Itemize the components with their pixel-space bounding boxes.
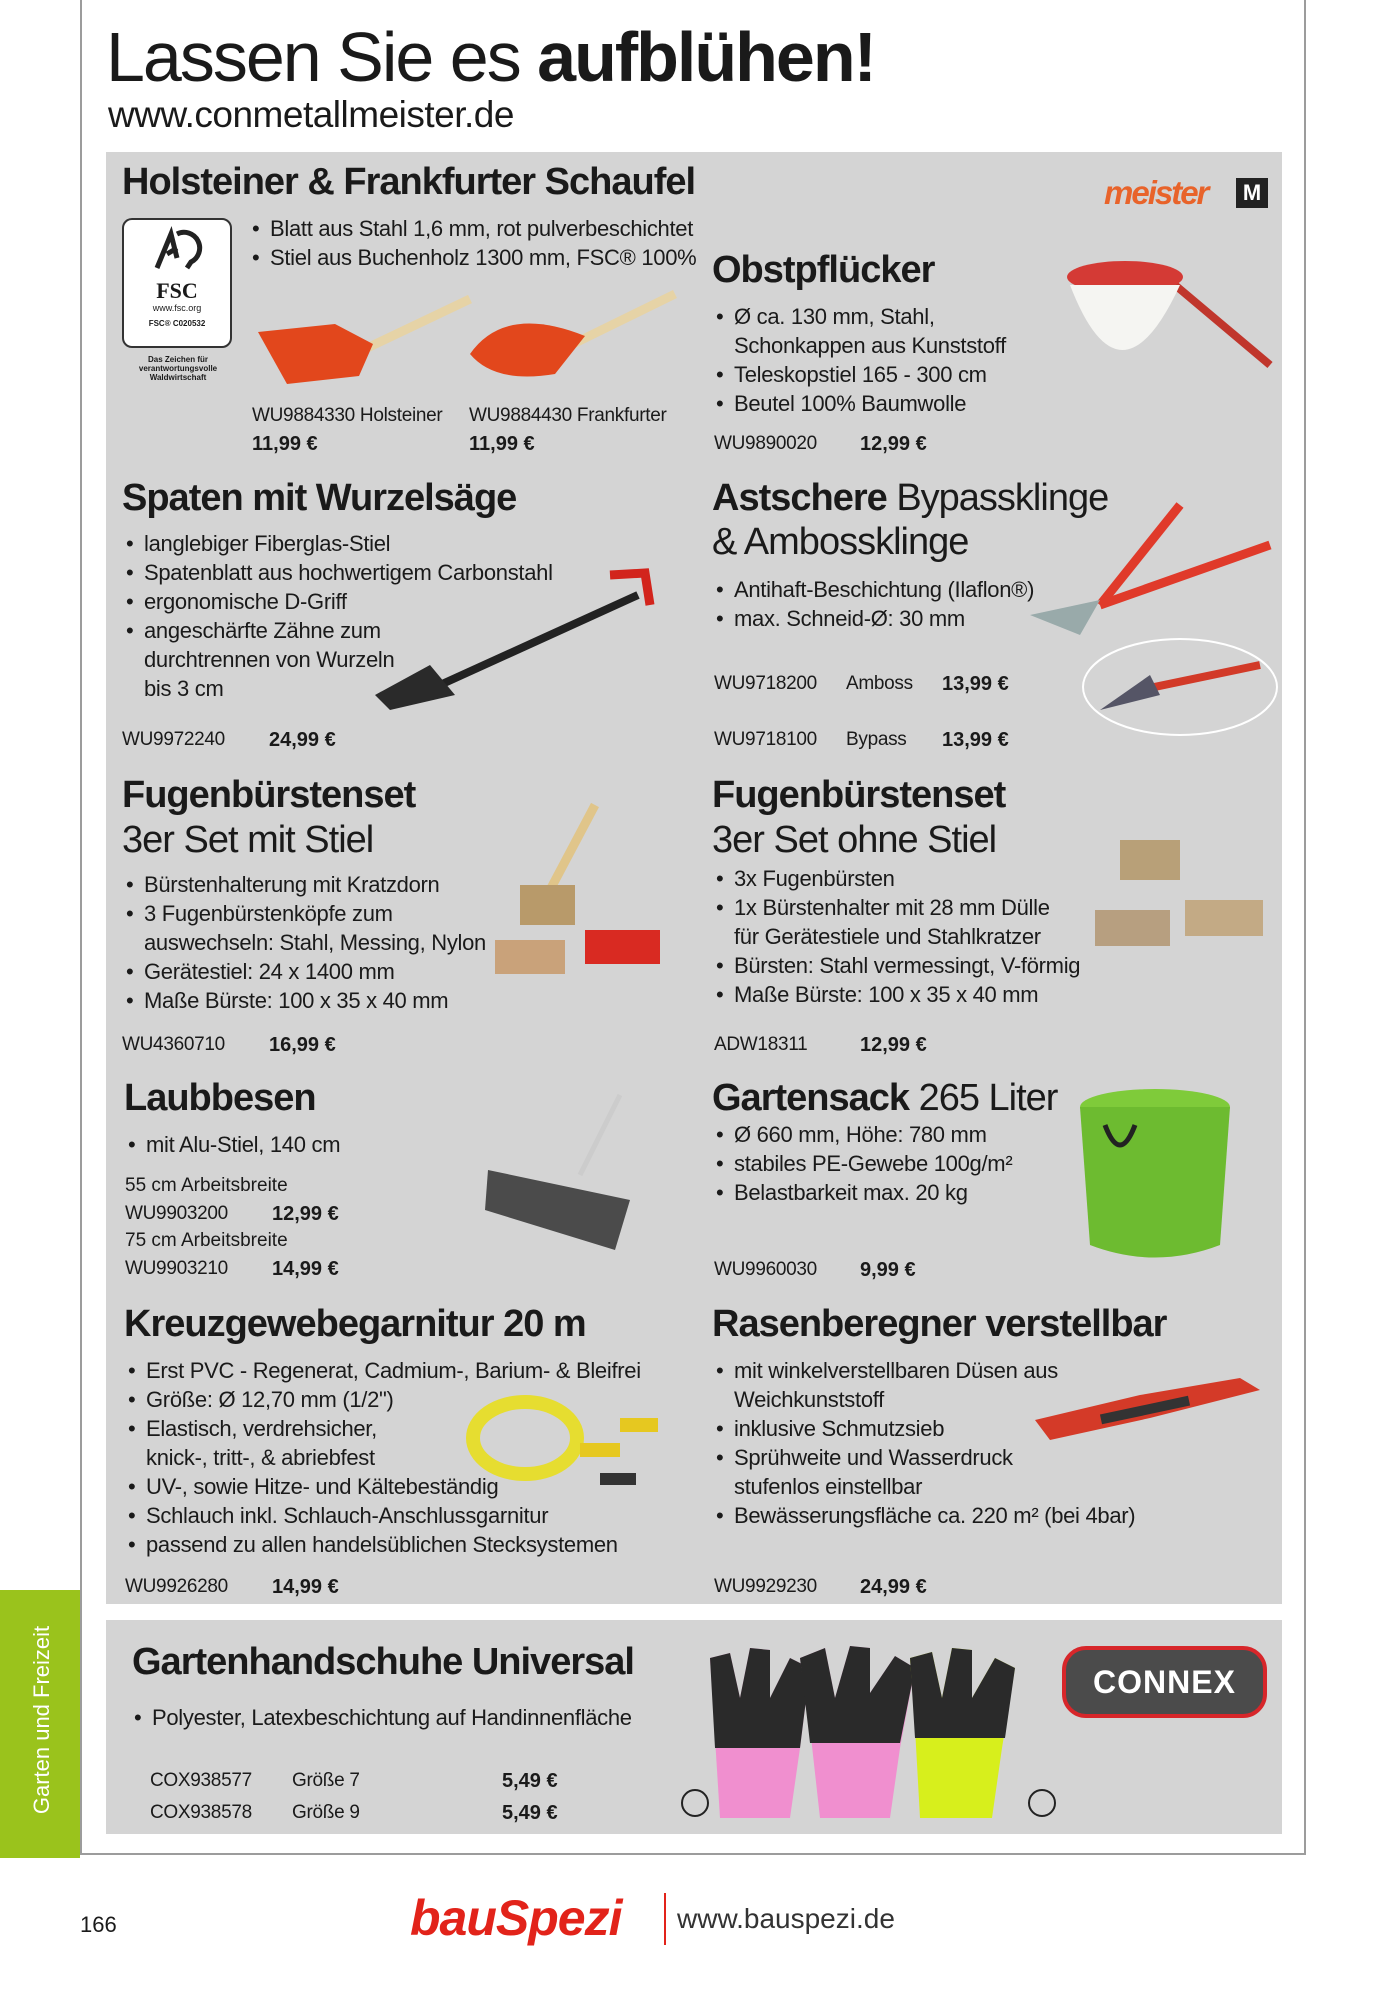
fugen2-title: Fugenbürstenset bbox=[712, 774, 1006, 816]
fugen1-subtitle: 3er Set mit Stiel bbox=[122, 819, 374, 861]
fugen2-bullets: • 3x Fugenbürsten • 1x Bürstenhalter mit 28 mm Dülle für Gerätestiele und Stahlkratzer • Bürsten: Stahl vermessingt, V-förmig • Maße Bürste: 100 x 35 x 40 mm bbox=[712, 864, 1080, 1009]
brush-set-image bbox=[490, 800, 670, 980]
garden-sack-image bbox=[1075, 1085, 1235, 1265]
schaufel-sku1: WU9884330 Holsteiner bbox=[252, 405, 443, 426]
schaufel-price2: 11,99 € bbox=[469, 433, 535, 455]
laub-bullets: • mit Alu-Stiel, 140 cm bbox=[124, 1130, 340, 1159]
spaten-title: Spaten mit Wurzelsäge bbox=[122, 477, 517, 519]
astschere-label1: Amboss bbox=[846, 673, 913, 694]
laub-price1: 12,99 € bbox=[272, 1203, 339, 1225]
sack-bullets: • Ø 660 mm, Höhe: 780 mm • stabiles PE-Gewebe 100g/m² • Belastbarkeit max. 20 kg bbox=[712, 1120, 1012, 1207]
sack-title: Gartensack 265 Liter bbox=[712, 1077, 1058, 1119]
hand-size2: Größe 9 bbox=[292, 1802, 360, 1823]
hand-bullets: • Polyester, Latexbeschichtung auf Handinnenfläche bbox=[130, 1703, 632, 1732]
hand-size1: Größe 7 bbox=[292, 1770, 360, 1791]
hose-image bbox=[470, 1388, 670, 1498]
tree-icon bbox=[147, 228, 207, 274]
rake-image bbox=[480, 1090, 650, 1260]
spaten-bullets: • langlebiger Fiberglas-Stiel • Spatenblatt aus hochwertigem Carbonstahl • ergonomische D-Griff • angeschärfte Zähne zum durchtrennen von Wurzeln bis 3 cm bbox=[122, 529, 553, 703]
section-label: Garten und Freizeit bbox=[29, 1625, 54, 1815]
laub-label2: 75 cm Arbeitsbreite bbox=[125, 1230, 288, 1251]
kreuz-sku: WU9926280 bbox=[125, 1576, 228, 1597]
page-number: 166 bbox=[80, 1912, 117, 1937]
rasen-title: Rasenberegner verstellbar bbox=[712, 1303, 1167, 1345]
astschere-title: Astschere Bypassklinge bbox=[712, 477, 1109, 519]
fsc-logo: FSC www.fsc.org FSC® C020532 bbox=[122, 218, 232, 348]
hand-sku2: COX938578 bbox=[150, 1802, 252, 1823]
spaten-price: 24,99 € bbox=[269, 729, 336, 751]
obst-price: 12,99 € bbox=[860, 433, 927, 455]
connex-logo: CONNEX bbox=[1062, 1646, 1267, 1718]
meister-logo: meister M bbox=[1104, 176, 1274, 212]
fugen2-sku: ADW18311 bbox=[714, 1034, 808, 1055]
rasen-sku: WU9929230 bbox=[714, 1576, 817, 1597]
loppers-image bbox=[1020, 495, 1280, 735]
schaufel-bullets: • Blatt aus Stahl 1,6 mm, rot pulverbeschichtet • Stiel aus Buchenholz 1300 mm, FSC® 100% bbox=[248, 214, 696, 272]
astschere-label2: Bypass bbox=[846, 729, 907, 750]
fsc-caption: Das Zeichen für verantwortungsvolle Waldwirtschaft bbox=[138, 355, 218, 382]
hand-price2: 5,49 € bbox=[502, 1802, 558, 1824]
obst-title: Obstpflücker bbox=[712, 249, 935, 291]
obst-bullets: • Ø ca. 130 mm, Stahl, Schonkappen aus Kunststoff • Teleskopstiel 165 - 300 cm • Beutel 100% Baumwolle bbox=[712, 302, 1006, 418]
kreuz-price: 14,99 € bbox=[272, 1576, 339, 1598]
headline: Lassen Sie es aufblühen! bbox=[106, 18, 875, 96]
fugen1-title: Fugenbürstenset bbox=[122, 774, 416, 816]
fugen1-price: 16,99 € bbox=[269, 1034, 336, 1056]
astschere-sku2: WU9718100 bbox=[714, 729, 817, 750]
header-url[interactable]: www.conmetallmeister.de bbox=[108, 94, 514, 135]
sack-price: 9,99 € bbox=[860, 1259, 916, 1281]
rasen-bullets: • mit winkelverstellbaren Düsen aus Weichkunststoff • inklusive Schmutzsieb • Sprühweite und Wasserdruck stufenlos einstellbar • Bewässerungsfläche ca. 220 m² (bei 4bar) bbox=[712, 1356, 1135, 1530]
gloves-image bbox=[670, 1628, 1070, 1828]
fugen2-subtitle: 3er Set ohne Stiel bbox=[712, 819, 997, 861]
hand-price1: 5,49 € bbox=[502, 1770, 558, 1792]
astschere-price1: 13,99 € bbox=[942, 673, 1009, 695]
spade-image bbox=[370, 565, 660, 715]
fruit-picker-image bbox=[1060, 255, 1280, 395]
rasen-price: 24,99 € bbox=[860, 1576, 927, 1598]
spaten-sku: WU9972240 bbox=[122, 729, 225, 750]
fugen2-price: 12,99 € bbox=[860, 1034, 927, 1056]
obst-sku: WU9890020 bbox=[714, 433, 817, 454]
astschere-title-line2: & Ambossklinge bbox=[712, 521, 969, 563]
logo-divider bbox=[664, 1893, 666, 1945]
hand-title: Gartenhandschuhe Universal bbox=[132, 1641, 634, 1683]
astschere-bullets: • Antihaft-Beschichtung (Ilaflon®) • max. Schneid-Ø: 30 mm bbox=[712, 575, 1034, 633]
astschere-sku1: WU9718200 bbox=[714, 673, 817, 694]
hand-sku1: COX938577 bbox=[150, 1770, 252, 1791]
astschere-price2: 13,99 € bbox=[942, 729, 1009, 751]
fugen1-bullets: • Bürstenhalterung mit Kratzdorn • 3 Fugenbürstenköpfe zum auswechseln: Stahl, Messing, Nylon • Gerätestiel: 24 x 1400 mm • Maße Bürste: 100 x 35 x 40 mm bbox=[122, 870, 486, 1015]
laub-label1: 55 cm Arbeitsbreite bbox=[125, 1175, 288, 1196]
laub-title: Laubbesen bbox=[124, 1077, 316, 1119]
fugen1-sku: WU4360710 bbox=[122, 1034, 225, 1055]
laub-sku1: WU9903200 bbox=[125, 1203, 228, 1224]
kreuz-bullets: • Erst PVC - Regenerat, Cadmium-, Barium- & Bleifrei • Größe: Ø 12,70 mm (1/2") • Elastisch, verdrehsicher, knick-, tritt-, & abriebfest • UV-, sowie Hitze- und Kältebeständig • Schlauch inkl. Schlauch-Anschlussgarnitur • passend zu allen handelsüblichen Stecksystemen bbox=[124, 1356, 641, 1559]
shovel-image bbox=[255, 284, 695, 394]
sack-sku: WU9960030 bbox=[714, 1259, 817, 1280]
schaufel-price1: 11,99 € bbox=[252, 433, 318, 455]
sprinkler-image bbox=[1030, 1370, 1270, 1450]
footer-website[interactable]: www.bauspezi.de bbox=[677, 1903, 895, 1934]
laub-price2: 14,99 € bbox=[272, 1258, 339, 1280]
laub-sku2: WU9903210 bbox=[125, 1258, 228, 1279]
schaufel-title: Holsteiner & Frankfurter Schaufel bbox=[122, 161, 696, 203]
kreuz-title: Kreuzgewebegarnitur 20 m bbox=[124, 1303, 586, 1345]
schaufel-sku2: WU9884430 Frankfurter bbox=[469, 405, 667, 426]
brush-heads-image bbox=[1095, 810, 1275, 960]
bauspezi-logo: bauSpezi bbox=[410, 1890, 622, 1946]
